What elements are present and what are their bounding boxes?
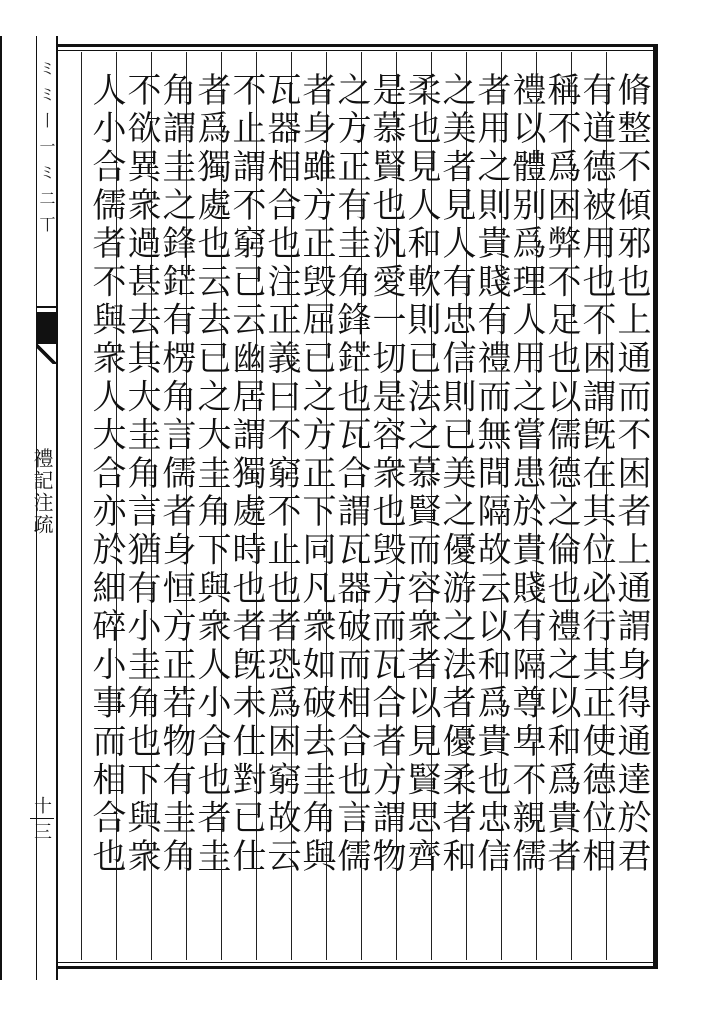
- margin-header: ミミ丨一ミ二丅: [37, 60, 56, 242]
- text-column-5: 者用之則貴賤有禮而無間隔故云以和爲貴也忠信: [466, 52, 516, 960]
- text-column-13: 者爲獨處也云去已之大圭角下與衆人小合也者圭: [186, 52, 236, 960]
- fishtail-diagonal: [36, 344, 56, 364]
- text-column-14: 角謂圭之鋒鋩有楞角言儒者身恒方正若物有圭角: [151, 52, 201, 960]
- fishtail-block: [36, 312, 56, 344]
- text-column-16: 人小合儒者不與衆人大合亦於細碎小事而相合也: [81, 52, 131, 960]
- text-column-12: 不止謂不窮已云幽居謂獨處時也者旣未仕對已仕: [221, 52, 271, 960]
- text-column-9: 之方正有圭角鋒鋩也瓦合謂瓦器破而相合也言儒: [326, 52, 376, 960]
- text-column-7: 柔也見人和軟則已法之慕賢而容衆者以見賢思齊: [396, 52, 446, 960]
- text-column-4: 禮以體别爲理人用之嘗患於貴賤有隔尊卑不親儒: [501, 52, 551, 960]
- text-column-15: 不欲異衆過甚去其大圭角言猶有小圭角也下與衆: [116, 52, 166, 960]
- text-column-1: 脩整不傾邪也上通而不困者上通謂身得通達於君: [606, 52, 656, 960]
- text-column-10: 者身雖方正毁屈已之方正下同凡衆如破去圭角與: [291, 52, 341, 960]
- fishtail-rule: [36, 306, 56, 308]
- text-column-3: 稱不爲困弊不足也以儒德之倫也禮之以和爲貴者: [536, 52, 586, 960]
- page-number-rule: [30, 818, 54, 819]
- text-column-11: 瓦器相合也注正義曰不窮不止也者恐爲困窮故云: [256, 52, 306, 960]
- frame-inner-top-rule: [56, 50, 653, 51]
- text-column-2: 有道德被用也不困謂旣在其位必行其正使德位相: [571, 52, 621, 960]
- text-column-6: 之美者見人有忠信則已美之優游之法者優柔者和: [431, 52, 481, 960]
- book-title: 禮記注疏: [30, 448, 54, 536]
- page-number: 十三: [34, 796, 52, 843]
- frame-inner-bottom-rule: [56, 962, 653, 963]
- text-column-8: 是慕賢也汎愛一切是容衆也毁方而瓦合者方謂物: [361, 52, 411, 960]
